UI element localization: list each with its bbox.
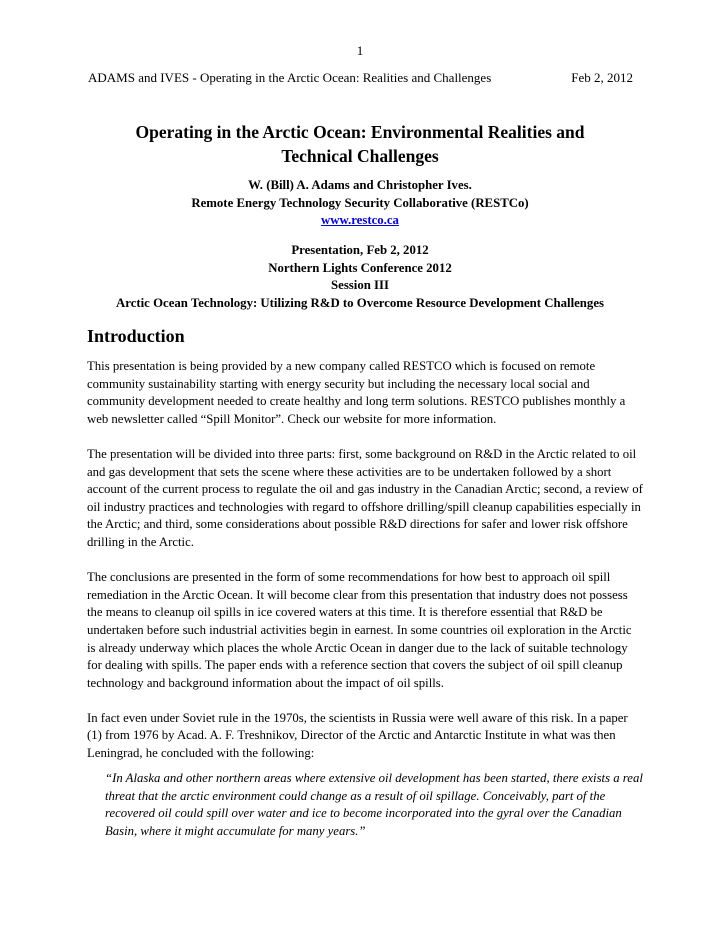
event-block bbox=[0, 242, 720, 312]
session-label: Session III bbox=[331, 278, 389, 292]
document-title bbox=[0, 120, 720, 168]
conference-name: Northern Lights Conference 2012 bbox=[268, 260, 452, 275]
title-line-1: Operating in the Arctic Ocean: Environmental Realities and bbox=[135, 122, 585, 142]
paragraph: This presentation is being provided by a new company called RESTCO which is focused on remote community sustainability starting with energy security but including the necessary local social and community development needed to create healthy and long term solutions. RESTCO publishes monthly a web newsletter called “Spill Monitor”. Check our website for more information. bbox=[87, 359, 626, 426]
body-text bbox=[87, 358, 643, 841]
website-link[interactable]: www.restco.ca bbox=[321, 213, 399, 227]
page-number: 1 bbox=[356, 43, 364, 58]
presentation-date: Presentation, Feb 2, 2012 bbox=[291, 243, 429, 257]
paragraph: The presentation will be divided into three parts: first, some background on R&D in the Arctic related to oil and gas development that sets the scene where these activities are to be undertaken followed by a short account of the current process to regulate the oil and gas industry in the Canadian Arctic; second, a review of oil industry practices and technologies with regard to offshore drilling/spill cleanup capabilities especially in the Arctic; and third, some considerations about possible R&D directions for safer and lower risk offshore drilling in the Arctic. bbox=[87, 446, 643, 549]
paragraph: In fact even under Soviet rule in the 1970s, the scientists in Russia were well aware of this risk. In a paper (1) from 1976 by Acad. A. F. Treshnikov, Director of the Arctic and Antarctic Institute in what was then Leningrad, he concluded with the following: bbox=[87, 710, 628, 761]
title-line-2: Technical Challenges bbox=[281, 146, 439, 166]
treshnikov-quote: “In Alaska and other northern areas where extensive oil development has been started, there exists a real threat that the arctic environment could change as a result of oil spillage. Conceivably, part of the recovered oil could spill over water and ice to become incorporated into the gyral over the Canadian Basin, where it might accumulate for many years.” bbox=[105, 771, 643, 839]
running-header-date: Feb 2, 2012 bbox=[571, 70, 633, 85]
running-header-title: ADAMS and IVES - Operating in the Arctic Ocean: Realities and Challenges bbox=[88, 70, 492, 85]
running-header bbox=[88, 70, 633, 86]
author-block bbox=[0, 177, 720, 230]
section-heading-introduction: Introduction bbox=[87, 326, 185, 346]
author-organization: Remote Energy Technology Security Collaborative (RESTCo) bbox=[191, 195, 529, 210]
paragraph: The conclusions are presented in the form of some recommendations for how best to approach oil spill remediation in the Arctic Ocean. It will become clear from this presentation that industry does not possess the means to cleanup oil spills in ice covered waters at this time. It is therefore essential that R&D be undertaken before such industrial activities begin in earnest. In some countries oil exploration in the Arctic is already underway which places the whole Arctic Ocean in danger due to the lack of suitable technology for dealing with spills. The paper ends with a reference section that covers the subject of oil spill cleanup technology and background information about the impact of oil spills. bbox=[87, 570, 632, 690]
author-names: W. (Bill) A. Adams and Christopher Ives. bbox=[248, 178, 472, 192]
session-theme: Arctic Ocean Technology: Utilizing R&D to Overcome Resource Development Challenges bbox=[116, 295, 604, 310]
